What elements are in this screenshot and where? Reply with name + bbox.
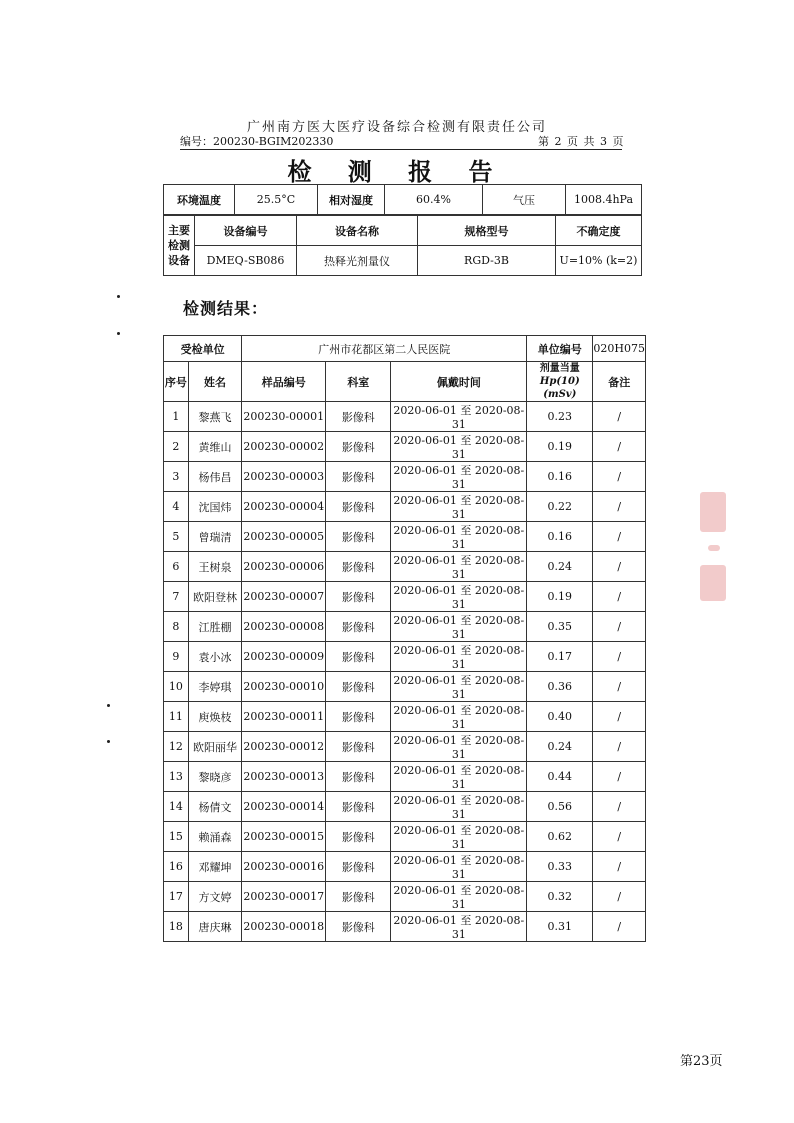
humidity-label: 相对湿度	[318, 185, 385, 215]
cell-dept: 影像科	[326, 882, 391, 912]
cell-name: 方文婷	[188, 882, 242, 912]
margin-dot	[117, 295, 120, 298]
header-rule	[180, 149, 622, 150]
cell-dept: 影像科	[326, 822, 391, 852]
cell-period: 2020-06-01 至 2020-08-31	[391, 792, 527, 822]
col-no: 序号	[164, 362, 189, 402]
cell-sample: 200230-00002	[242, 432, 326, 462]
cell-dept: 影像科	[326, 732, 391, 762]
cell-no: 9	[164, 642, 189, 672]
cell-period: 2020-06-01 至 2020-08-31	[391, 552, 527, 582]
cell-dept: 影像科	[326, 462, 391, 492]
cell-no: 8	[164, 612, 189, 642]
cell-remark: /	[593, 612, 646, 642]
unit-name: 广州市花都区第二人民医院	[242, 336, 527, 362]
table-row	[164, 462, 646, 492]
cell-name: 李婷琪	[188, 672, 242, 702]
cell-dose: 0.31	[527, 912, 593, 942]
cell-name: 庾焕枝	[188, 702, 242, 732]
cell-sample: 200230-00016	[242, 852, 326, 882]
table-row	[164, 612, 646, 642]
equipment-label-line1: 主要	[168, 224, 190, 237]
pressure-label: 气压	[483, 185, 566, 215]
footer-page-number: 第23页	[680, 1054, 723, 1069]
cell-period: 2020-06-01 至 2020-08-31	[391, 912, 527, 942]
unit-label: 受检单位	[164, 336, 242, 362]
cell-dept: 影像科	[326, 612, 391, 642]
cell-remark: /	[593, 732, 646, 762]
cell-sample: 200230-00003	[242, 462, 326, 492]
cell-dept: 影像科	[326, 792, 391, 822]
cell-remark: /	[593, 672, 646, 702]
table-row	[164, 912, 646, 942]
table-row	[164, 762, 646, 792]
cell-name: 唐庆琳	[188, 912, 242, 942]
cell-dept: 影像科	[326, 582, 391, 612]
cell-dose: 0.19	[527, 432, 593, 462]
cell-remark: /	[593, 552, 646, 582]
cell-sample: 200230-00013	[242, 762, 326, 792]
cell-name: 黎燕飞	[188, 402, 242, 432]
cell-sample: 200230-00010	[242, 672, 326, 702]
cell-dose: 0.24	[527, 552, 593, 582]
cell-no: 5	[164, 522, 189, 552]
cell-period: 2020-06-01 至 2020-08-31	[391, 762, 527, 792]
cell-dose: 0.16	[527, 522, 593, 552]
pressure-value: 1008.4hPa	[566, 185, 642, 215]
cell-dose: 0.22	[527, 492, 593, 522]
cell-dose: 0.19	[527, 582, 593, 612]
cell-period: 2020-06-01 至 2020-08-31	[391, 522, 527, 552]
cell-dose: 0.16	[527, 462, 593, 492]
cell-period: 2020-06-01 至 2020-08-31	[391, 642, 527, 672]
cell-period: 2020-06-01 至 2020-08-31	[391, 852, 527, 882]
table-row	[164, 702, 646, 732]
cell-no: 18	[164, 912, 189, 942]
table-row	[164, 582, 646, 612]
unit-code: 020H075	[593, 336, 646, 362]
cell-no: 16	[164, 852, 189, 882]
cell-no: 14	[164, 792, 189, 822]
equipment-table	[163, 215, 642, 276]
cell-name: 欧阳登林	[188, 582, 242, 612]
col-remark: 备注	[593, 362, 646, 402]
cell-name: 王树泉	[188, 552, 242, 582]
cell-sample: 200230-00018	[242, 912, 326, 942]
cell-dose: 0.36	[527, 672, 593, 702]
cell-remark: /	[593, 402, 646, 432]
cell-dept: 影像科	[326, 522, 391, 552]
cell-period: 2020-06-01 至 2020-08-31	[391, 462, 527, 492]
equipment-id: DMEQ-SB086	[195, 246, 297, 276]
cell-period: 2020-06-01 至 2020-08-31	[391, 732, 527, 762]
cell-dose: 0.62	[527, 822, 593, 852]
table-row	[164, 552, 646, 582]
cell-dept: 影像科	[326, 672, 391, 702]
cell-dept: 影像科	[326, 432, 391, 462]
table-row	[164, 882, 646, 912]
table-row	[164, 432, 646, 462]
cell-dept: 影像科	[326, 402, 391, 432]
cell-period: 2020-06-01 至 2020-08-31	[391, 582, 527, 612]
red-stamp-mark	[700, 492, 726, 532]
cell-sample: 200230-00014	[242, 792, 326, 822]
cell-name: 赖涌森	[188, 822, 242, 852]
cell-period: 2020-06-01 至 2020-08-31	[391, 822, 527, 852]
table-row	[164, 822, 646, 852]
equipment-model: RGD-3B	[418, 246, 556, 276]
cell-sample: 200230-00005	[242, 522, 326, 552]
cell-dose: 0.24	[527, 732, 593, 762]
cell-period: 2020-06-01 至 2020-08-31	[391, 402, 527, 432]
cell-sample: 200230-00015	[242, 822, 326, 852]
col-sample: 样品编号	[242, 362, 326, 402]
cell-dept: 影像科	[326, 552, 391, 582]
cell-sample: 200230-00011	[242, 702, 326, 732]
col-uncertainty: 不确定度	[556, 216, 642, 246]
cell-no: 11	[164, 702, 189, 732]
col-equipment-model: 规格型号	[418, 216, 556, 246]
document-number: 编号：200230-BGIM202330	[180, 135, 334, 148]
results-heading: 检测结果：	[183, 299, 269, 318]
cell-name: 黎晓彦	[188, 762, 242, 792]
company-name: 广州南方医大医疗设备综合检测有限责任公司	[246, 120, 547, 135]
cell-sample: 200230-00004	[242, 492, 326, 522]
cell-period: 2020-06-01 至 2020-08-31	[391, 702, 527, 732]
cell-dose: 0.17	[527, 642, 593, 672]
margin-dot	[107, 740, 110, 743]
report-title: 检 测 报 告	[287, 157, 507, 186]
cell-remark: /	[593, 522, 646, 552]
cell-sample: 200230-00006	[242, 552, 326, 582]
cell-remark: /	[593, 702, 646, 732]
cell-remark: /	[593, 792, 646, 822]
page-info: 第 2 页 共 3 页	[538, 135, 625, 148]
cell-no: 12	[164, 732, 189, 762]
cell-sample: 200230-00007	[242, 582, 326, 612]
col-dept: 科室	[326, 362, 391, 402]
cell-dept: 影像科	[326, 852, 391, 882]
cell-dose: 0.33	[527, 852, 593, 882]
cell-name: 邓耀坤	[188, 852, 242, 882]
equipment-uncertainty: U=10% (k=2)	[556, 246, 642, 276]
table-row	[164, 402, 646, 432]
equipment-label-line2: 检测	[168, 239, 190, 252]
cell-dept: 影像科	[326, 762, 391, 792]
cell-sample: 200230-00017	[242, 882, 326, 912]
environment-table	[163, 184, 642, 215]
equipment-label-line3: 设备	[168, 254, 190, 267]
table-row	[164, 672, 646, 702]
equipment-section-label	[164, 216, 195, 276]
col-equipment-id: 设备编号	[195, 216, 297, 246]
cell-period: 2020-06-01 至 2020-08-31	[391, 882, 527, 912]
cell-no: 13	[164, 762, 189, 792]
cell-remark: /	[593, 912, 646, 942]
cell-no: 2	[164, 432, 189, 462]
cell-remark: /	[593, 762, 646, 792]
humidity-value: 60.4%	[385, 185, 483, 215]
cell-remark: /	[593, 822, 646, 852]
col-dose-line2: Hp(10)(mSv)	[539, 376, 580, 400]
table-row	[164, 852, 646, 882]
cell-no: 3	[164, 462, 189, 492]
cell-name: 袁小冰	[188, 642, 242, 672]
cell-no: 4	[164, 492, 189, 522]
cell-no: 10	[164, 672, 189, 702]
col-dose	[527, 362, 593, 402]
equipment-name: 热释光剂量仪	[297, 246, 418, 276]
cell-sample: 200230-00012	[242, 732, 326, 762]
cell-no: 7	[164, 582, 189, 612]
cell-dose: 0.44	[527, 762, 593, 792]
cell-remark: /	[593, 492, 646, 522]
table-row	[164, 492, 646, 522]
cell-remark: /	[593, 582, 646, 612]
cell-no: 1	[164, 402, 189, 432]
cell-sample: 200230-00009	[242, 642, 326, 672]
cell-period: 2020-06-01 至 2020-08-31	[391, 672, 527, 702]
cell-dose: 0.40	[527, 702, 593, 732]
red-stamp-mark	[700, 565, 726, 601]
temp-label: 环境温度	[164, 185, 235, 215]
cell-remark: /	[593, 852, 646, 882]
cell-dose: 0.23	[527, 402, 593, 432]
cell-name: 曾瑞清	[188, 522, 242, 552]
col-period: 佩戴时间	[391, 362, 527, 402]
cell-dose: 0.35	[527, 612, 593, 642]
cell-dept: 影像科	[326, 642, 391, 672]
margin-dot	[117, 332, 120, 335]
cell-remark: /	[593, 462, 646, 492]
cell-dept: 影像科	[326, 492, 391, 522]
cell-period: 2020-06-01 至 2020-08-31	[391, 432, 527, 462]
cell-remark: /	[593, 642, 646, 672]
cell-no: 17	[164, 882, 189, 912]
cell-name: 杨伟昌	[188, 462, 242, 492]
cell-sample: 200230-00001	[242, 402, 326, 432]
cell-period: 2020-06-01 至 2020-08-31	[391, 492, 527, 522]
cell-name: 杨倩文	[188, 792, 242, 822]
table-row	[164, 522, 646, 552]
margin-dot	[107, 704, 110, 707]
table-row	[164, 732, 646, 762]
cell-no: 15	[164, 822, 189, 852]
col-dose-line1: 剂量当量	[539, 363, 580, 374]
cell-dept: 影像科	[326, 912, 391, 942]
cell-dose: 0.32	[527, 882, 593, 912]
cell-remark: /	[593, 882, 646, 912]
cell-dose: 0.56	[527, 792, 593, 822]
col-name: 姓名	[188, 362, 242, 402]
cell-dept: 影像科	[326, 702, 391, 732]
cell-period: 2020-06-01 至 2020-08-31	[391, 612, 527, 642]
temp-value: 25.5°C	[235, 185, 318, 215]
table-row	[164, 642, 646, 672]
cell-name: 沈国炜	[188, 492, 242, 522]
table-row	[164, 792, 646, 822]
cell-remark: /	[593, 432, 646, 462]
cell-no: 6	[164, 552, 189, 582]
red-stamp-mark	[708, 545, 720, 551]
col-equipment-name: 设备名称	[297, 216, 418, 246]
cell-name: 黄维山	[188, 432, 242, 462]
cell-name: 欧阳丽华	[188, 732, 242, 762]
results-table	[163, 335, 646, 942]
unit-code-label: 单位编号	[527, 336, 593, 362]
cell-name: 江胜棚	[188, 612, 242, 642]
cell-sample: 200230-00008	[242, 612, 326, 642]
